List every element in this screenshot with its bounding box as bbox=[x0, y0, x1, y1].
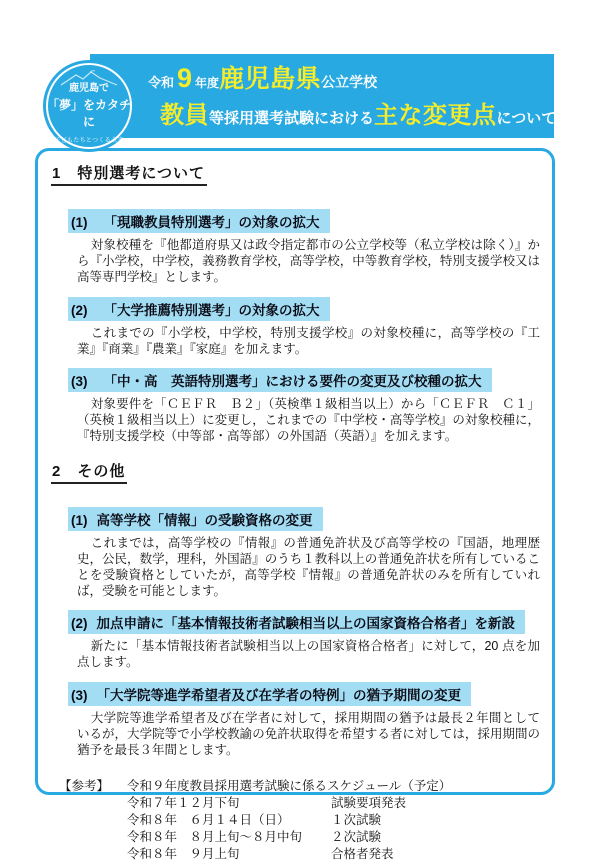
item-title: 高等学校「情報」の受験資格の変更 bbox=[96, 513, 313, 529]
schedule-row bbox=[51, 829, 540, 846]
section1-item-2-heading bbox=[68, 297, 330, 321]
fiscal-year-number: 9 bbox=[177, 63, 193, 93]
item-number: (3) bbox=[71, 688, 88, 704]
content-box bbox=[35, 148, 555, 862]
schedule-title: 令和９年度教員採用選考試験に係るスケジュール（予定） bbox=[127, 779, 452, 794]
schedule-event: ２次試験 bbox=[331, 830, 382, 845]
section1-item-1-body: 対象校種を『他都道府県又は政令指定都市の公立学校等（私立学校は除く）』から『小学校，中学校，義務教育学校，高等学校，中等教育学校，特別支援学校又は高等専門学校』とします。 bbox=[77, 238, 540, 285]
section1-title: 1 特別選考について bbox=[51, 162, 207, 186]
item-title: 「中・高 英語特別選考」における要件の変更及び校種の拡大 bbox=[103, 374, 482, 390]
schedule-row bbox=[51, 795, 540, 812]
banner-line1 bbox=[148, 59, 554, 95]
reference-schedule bbox=[51, 778, 540, 863]
schedule-event: 試験要項発表 bbox=[331, 796, 407, 811]
schedule-event: 合格者発表 bbox=[331, 847, 394, 862]
schedule-date: 令和８年 ６月１４日（日） bbox=[127, 813, 290, 828]
schedule-event: １次試験 bbox=[331, 813, 382, 828]
schedule-row bbox=[51, 812, 540, 829]
section1-item-2 bbox=[68, 297, 540, 358]
item-number: (1) bbox=[71, 215, 88, 231]
section2-item-1 bbox=[68, 507, 540, 599]
section1-item-3 bbox=[68, 368, 540, 444]
section1-item-3-heading bbox=[68, 368, 492, 392]
schedule-label: 【参考】 bbox=[59, 779, 110, 794]
item-number: (1) bbox=[71, 513, 88, 529]
banner-middle-text: 等採用選考試験における bbox=[209, 110, 375, 127]
section2-item-1-heading bbox=[68, 507, 323, 531]
logo-tagline: 子どもたちとつくる未来 bbox=[54, 137, 124, 144]
section1-item-1-heading bbox=[68, 209, 330, 233]
schedule-row bbox=[51, 846, 540, 863]
prefecture-name: 鹿児島県 bbox=[219, 65, 322, 93]
schedule-date: 令和８年 ９月上旬 bbox=[127, 847, 240, 862]
item-title: 「大学院等進学希望者及び在学者の特例」の猶予期間の変更 bbox=[96, 688, 461, 704]
section2-item-2-heading bbox=[68, 610, 525, 634]
logo-line1: 鹿児島で bbox=[69, 82, 109, 94]
subject-word: 教員 bbox=[160, 102, 209, 129]
section1-item-3-body: 対象要件を「ＣＥＦＲ Ｂ２」（英検準１級相当以上）から「ＣＥＦＲ Ｃ１」（英検１級相当以上）に変更し，これまでの『中学校・高等学校』の対象校種に，『特別支援学校（中等部・高等部）の外国語（英語）』を加えます。 bbox=[77, 397, 540, 444]
section-special-selection bbox=[51, 160, 540, 445]
section2-item-3-body: 大学院等進学希望者及び在学者に対して，採用期間の猶予は最長２年間としているが，大学院等で小学校教諭の免許状取得を希望する者に対しては，採用期間の猶予を最長３年間とします。 bbox=[77, 711, 540, 757]
banner-line2 bbox=[160, 95, 557, 130]
schedule-date: 令和８年 ８月上旬～８月中旬 bbox=[127, 830, 303, 845]
item-number: (3) bbox=[71, 374, 88, 390]
schedule-title-row bbox=[51, 778, 540, 795]
section2-title: 2 その他 bbox=[51, 460, 127, 484]
section-others bbox=[51, 458, 540, 759]
section2-item-3-heading bbox=[68, 682, 471, 706]
school-level: 公立学校 bbox=[321, 74, 378, 90]
kagoshima-slogan-logo bbox=[43, 60, 135, 152]
section1-item-1 bbox=[68, 209, 540, 285]
banner-suffix-text: について bbox=[496, 110, 557, 127]
item-title: 「現職教員特別選考」の対象の拡大 bbox=[103, 215, 320, 231]
title-banner bbox=[90, 54, 557, 138]
item-title: 加点申請に「基本情報技術者試験相当以上の国家資格合格者」を新設 bbox=[96, 616, 515, 632]
schedule-date: 令和７年１２月下旬 bbox=[127, 796, 240, 811]
section2-item-3 bbox=[68, 682, 540, 758]
section2-item-2-body: 新たに「基本情報技術者試験相当以上の国家資格合格者」に対して，20 点を加点します。 bbox=[77, 639, 540, 670]
main-changes-word: 主な変更点 bbox=[374, 102, 497, 129]
item-title: 「大学推薦特別選考」の対象の拡大 bbox=[103, 302, 320, 318]
section2-item-1-body: これまでは，高等学校の『情報』の普通免許状及び高等学校の『国語，地理歴史，公民，数学，理科，外国語』のうち１教科以上の普通免許状を所有していることを受験資格としていたが，高等学校『情報』の普通免許状のみを所有していれば，受験を可能とします。 bbox=[77, 536, 540, 598]
era-label: 令和 bbox=[148, 75, 175, 90]
item-number: (2) bbox=[71, 302, 88, 318]
section1-item-2-body: これまでの『小学校，中学校，特別支援学校』の対象校種に，高等学校の『工業』『商業』『農業』『家庭』を加えます。 bbox=[77, 325, 540, 356]
year-suffix: 年度 bbox=[195, 76, 220, 90]
logo-line2: 「夢」をカタチに bbox=[46, 97, 131, 129]
item-number: (2) bbox=[71, 616, 88, 632]
section2-item-2 bbox=[68, 610, 540, 671]
